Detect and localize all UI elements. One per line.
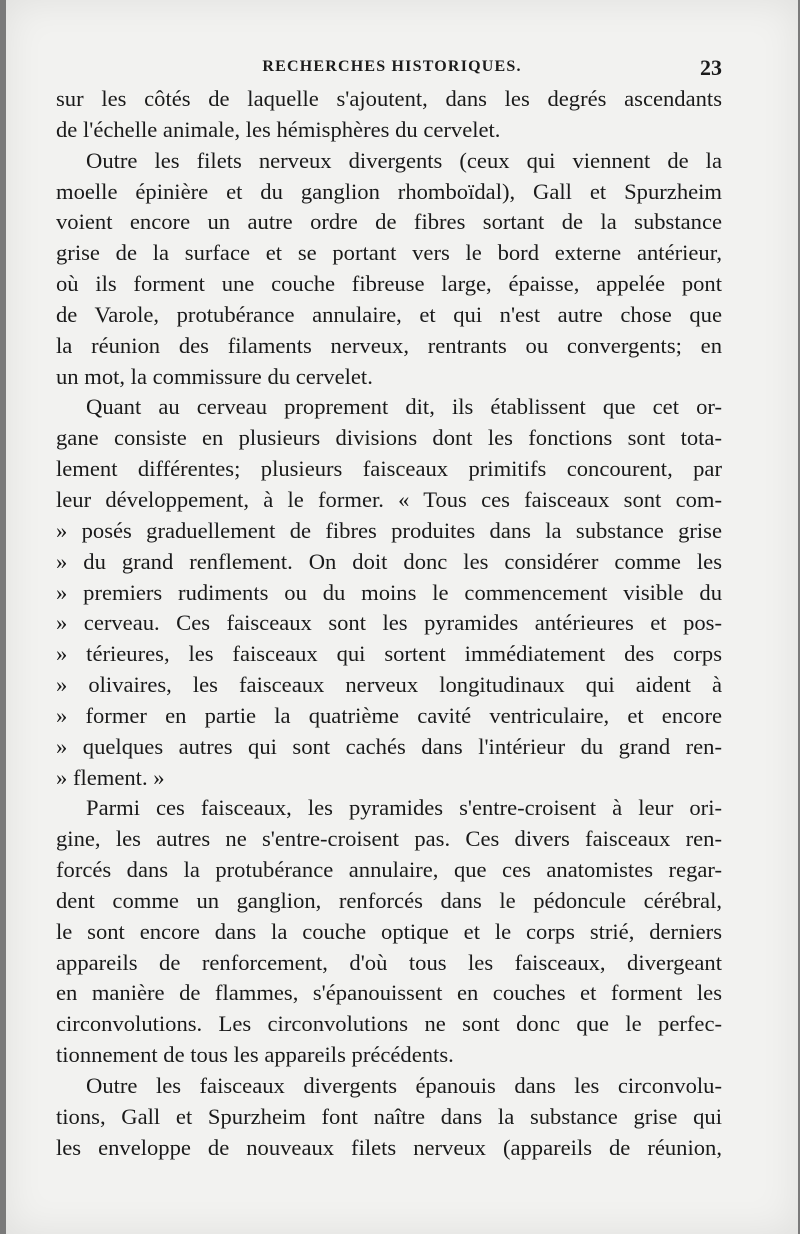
text-line: gine, les autres ne s'entre-croisent pas. Ces divers faisceaux ren- xyxy=(56,826,722,852)
body-text xyxy=(56,84,722,1164)
text-line: dent comme un ganglion, renforcés dans le pédoncule cérébral, xyxy=(56,887,722,913)
text-line: tionnement de tous les appareils précédents. xyxy=(56,1042,454,1068)
page-number: 23 xyxy=(700,55,722,80)
running-title: RECHERCHES HISTORIQUES. xyxy=(262,58,522,75)
text-line: de Varole, protubérance annulaire, et qui n'est autre chose que xyxy=(56,301,722,327)
text-line: » du grand renflement. On doit donc les considérer comme les xyxy=(56,548,722,574)
page-header xyxy=(64,55,722,82)
text-line: où ils forment une couche fibreuse large, épaisse, appelée pont xyxy=(56,271,722,297)
text-line: gane consiste en plusieurs divisions dont les fonctions sont tota- xyxy=(56,425,722,451)
text-line: circonvolutions. Les circonvolutions ne sont donc que le perfec- xyxy=(56,1011,722,1037)
text-line: forcés dans la protubérance annulaire, que ces anatomistes regar- xyxy=(56,857,722,883)
text-line: voient encore un autre ordre de fibres sortant de la substance xyxy=(56,209,722,235)
text-line: le sont encore dans la couche optique et le corps strié, derniers xyxy=(56,918,722,944)
text-line: la réunion des filaments nerveux, rentrants ou convergents; en xyxy=(56,332,722,358)
text-line: » former en partie la quatrième cavité ventriculaire, et encore xyxy=(56,702,722,728)
text-line: » quelques autres qui sont cachés dans l'intérieur du grand ren- xyxy=(56,733,722,759)
text-line: les enveloppe de nouveaux filets nerveux (appareils de réunion, xyxy=(56,1134,722,1160)
text-line: » cerveau. Ces faisceaux sont les pyramides antérieures et pos- xyxy=(56,610,722,636)
text-line: grise de la surface et se portant vers le bord externe antérieur, xyxy=(56,240,722,266)
text-line: leur développement, à le former. « Tous ces faisceaux sont com- xyxy=(56,486,722,512)
text-line: » flement. » xyxy=(56,764,165,790)
text-line: tions, Gall et Spurzheim font naître dans la substance grise qui xyxy=(56,1103,722,1129)
text-line: lement différentes; plusieurs faisceaux primitifs concourent, par xyxy=(56,456,722,482)
text-line: sur les côtés de laquelle s'ajoutent, dans les degrés ascendants xyxy=(56,86,722,111)
text-line: » térieures, les faisceaux qui sortent immédiatement des corps xyxy=(56,641,722,667)
text-line: Outre les faisceaux divergents épanouis dans les circonvolu- xyxy=(86,1073,722,1098)
text-line: Outre les filets nerveux divergents (ceux qui viennent de la xyxy=(86,147,722,173)
text-line: » posés graduellement de fibres produites dans la substance grise xyxy=(56,517,722,543)
text-line: » olivaires, les faisceaux nerveux longitudinaux qui aident à xyxy=(56,672,722,698)
text-line: Parmi ces faisceaux, les pyramides s'entre-croisent à leur ori- xyxy=(86,795,722,821)
text-line: Quant au cerveau proprement dit, ils établissent que cet or- xyxy=(86,394,722,420)
text-line: appareils de renforcement, d'où tous les faisceaux, divergeant xyxy=(56,949,722,975)
text-line: de l'échelle animale, les hémisphères du cervelet. xyxy=(56,116,501,142)
text-line: un mot, la commissure du cervelet. xyxy=(56,363,373,389)
book-page xyxy=(6,0,798,1234)
text-line: » premiers rudiments ou du moins le commencement visible du xyxy=(56,579,722,605)
text-line: moelle épinière et du ganglion rhomboïdal), Gall et Spurzheim xyxy=(56,178,722,204)
text-line: en manière de flammes, s'épanouissent en couches et forment les xyxy=(56,980,722,1006)
